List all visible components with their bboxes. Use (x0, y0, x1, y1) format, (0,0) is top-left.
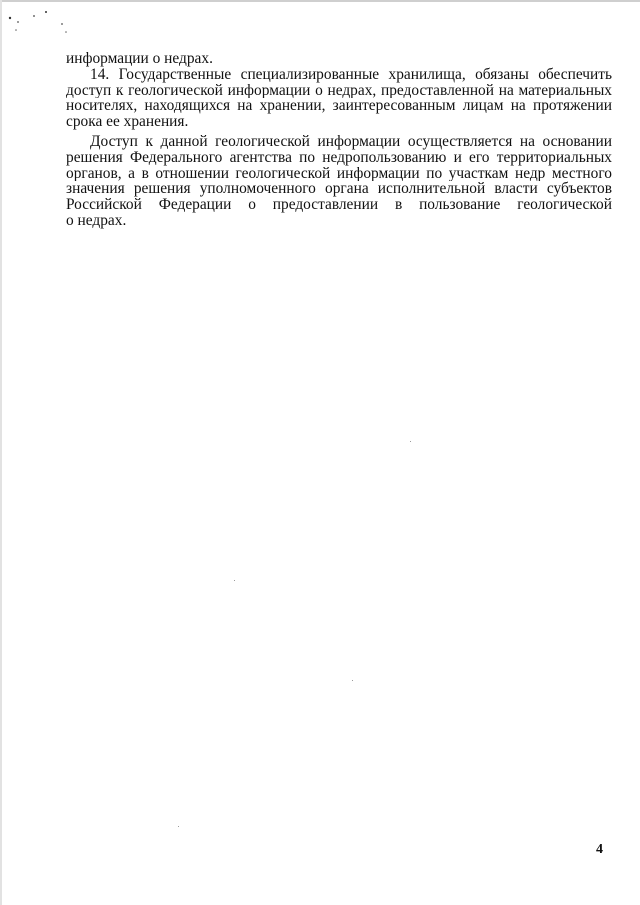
text-line: доступ к геологической информации о недрах, предоставленной на материальных (66, 82, 612, 99)
text-line: органов, а в отношении геологической информации по участкам недр местного (66, 165, 612, 182)
document-text (66, 51, 612, 229)
page-number: 4 (596, 842, 603, 857)
text-line: информации о недрах. (66, 50, 213, 67)
scan-dot (352, 680, 353, 681)
scan-edge-top (0, 0, 640, 2)
scan-edge-left (0, 0, 2, 905)
text-line: Российской Федерации о предоставлении в пользование геологической (66, 197, 612, 213)
text-line: решения Федерального агентства по недропользованию и его территориальных (66, 149, 612, 166)
scan-dot (410, 441, 411, 442)
text-line: о недрах. (66, 211, 127, 229)
text-line: 14. Государственные специализированные хранилища, обязаны обеспечить (90, 66, 612, 83)
text-line: Доступ к данной геологической информации осуществляется на основании (90, 133, 612, 150)
scan-dot (178, 826, 179, 827)
text-line: срока ее хранения. (66, 113, 189, 131)
scan-specks (6, 8, 76, 48)
text-line: носителях, находящихся на хранении, заинтересованным лицам на протяжении (66, 98, 612, 115)
scan-dot (234, 580, 235, 581)
text-line: значения решения уполномоченного органа исполнительной власти субъектов (66, 181, 612, 198)
